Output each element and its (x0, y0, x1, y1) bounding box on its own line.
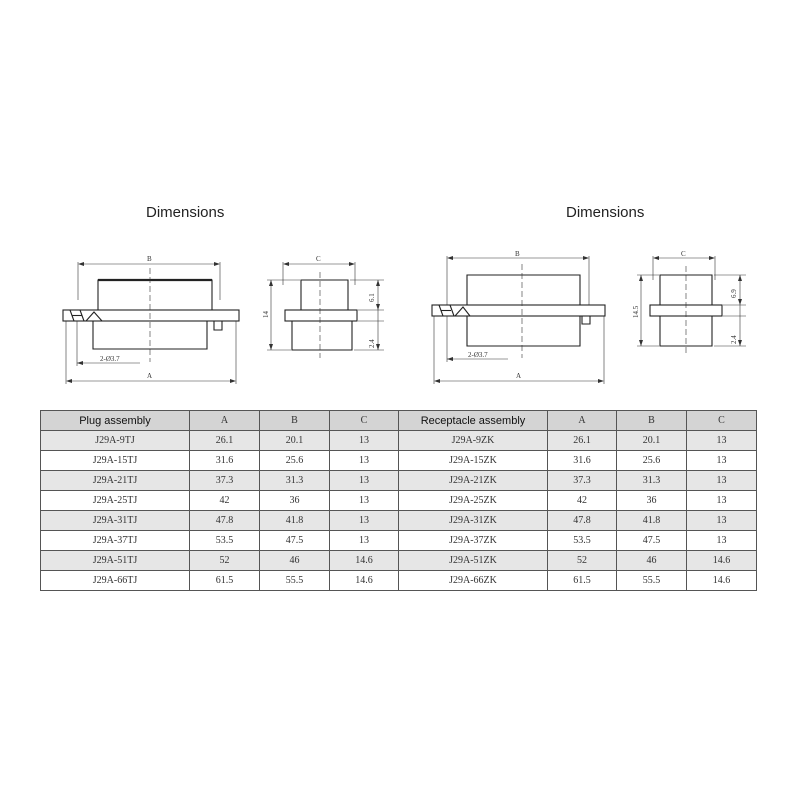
dimensions-heading-left: Dimensions (146, 204, 225, 221)
table-row (41, 571, 757, 591)
table-row (41, 451, 757, 471)
cell-plug-c: 14.6 (330, 551, 399, 571)
plug-flange-bottom-label: 2.4 (368, 339, 376, 348)
cell-plug-c: 13 (330, 511, 399, 531)
table-row (41, 431, 757, 451)
receptacle-dim-b-label: B (515, 250, 520, 258)
cell-plug-part: J29A-15TJ (41, 451, 190, 471)
header-receptacle-c: C (687, 411, 757, 431)
plug-flange-top-label: 6.1 (368, 293, 376, 302)
header-receptacle-assembly: Receptacle assembly (399, 411, 548, 431)
cell-plug-b: 41.8 (260, 511, 330, 531)
receptacle-flange-bottom-label: 2.4 (730, 335, 738, 344)
cell-receptacle-a: 53.5 (548, 531, 617, 551)
cell-receptacle-part: J29A-21ZK (399, 471, 548, 491)
cell-receptacle-c: 13 (687, 531, 757, 551)
cell-plug-b: 36 (260, 491, 330, 511)
cell-receptacle-part: J29A-31ZK (399, 511, 548, 531)
table-header-row (41, 411, 757, 431)
cell-plug-part: J29A-9TJ (41, 431, 190, 451)
cell-receptacle-b: 20.1 (617, 431, 687, 451)
cell-plug-c: 14.6 (330, 571, 399, 591)
cell-plug-a: 61.5 (190, 571, 260, 591)
cell-receptacle-part: J29A-66ZK (399, 571, 548, 591)
cell-receptacle-part: J29A-9ZK (399, 431, 548, 451)
header-plug-c: C (330, 411, 399, 431)
cell-plug-a: 53.5 (190, 531, 260, 551)
plug-height-label: 14 (262, 311, 270, 318)
cell-plug-a: 42 (190, 491, 260, 511)
cell-plug-a: 52 (190, 551, 260, 571)
cell-receptacle-part: J29A-25ZK (399, 491, 548, 511)
cell-plug-c: 13 (330, 531, 399, 551)
cell-receptacle-b: 36 (617, 491, 687, 511)
table-row (41, 551, 757, 571)
cell-receptacle-part: J29A-51ZK (399, 551, 548, 571)
cell-receptacle-b: 41.8 (617, 511, 687, 531)
cell-receptacle-a: 31.6 (548, 451, 617, 471)
cell-receptacle-c: 14.6 (687, 571, 757, 591)
cell-receptacle-c: 13 (687, 451, 757, 471)
cell-plug-a: 31.6 (190, 451, 260, 471)
cell-plug-b: 25.6 (260, 451, 330, 471)
header-plug-b: B (260, 411, 330, 431)
receptacle-flange-top-label: 6.9 (730, 289, 738, 298)
cell-receptacle-part: J29A-15ZK (399, 451, 548, 471)
cell-plug-part: J29A-51TJ (41, 551, 190, 571)
cell-plug-b: 46 (260, 551, 330, 571)
cell-receptacle-b: 46 (617, 551, 687, 571)
table-row (41, 491, 757, 511)
cell-receptacle-c: 13 (687, 511, 757, 531)
header-receptacle-a: A (548, 411, 617, 431)
receptacle-holes-label: 2-Ø3.7 (468, 351, 488, 359)
cell-receptacle-a: 52 (548, 551, 617, 571)
cell-plug-c: 13 (330, 451, 399, 471)
header-receptacle-b: B (617, 411, 687, 431)
cell-plug-b: 31.3 (260, 471, 330, 491)
table-row (41, 471, 757, 491)
dimensions-heading-right: Dimensions (566, 204, 645, 221)
cell-receptacle-a: 37.3 (548, 471, 617, 491)
receptacle-height-label: 14.5 (632, 305, 640, 318)
header-plug-assembly: Plug assembly (41, 411, 190, 431)
plug-profile-view (262, 255, 384, 358)
cell-receptacle-b: 31.3 (617, 471, 687, 491)
plug-side-view (63, 255, 239, 384)
cell-receptacle-c: 13 (687, 491, 757, 511)
plug-holes-label: 2-Ø3.7 (100, 355, 120, 363)
receptacle-side-view (432, 250, 605, 384)
cell-plug-part: J29A-37TJ (41, 531, 190, 551)
cell-receptacle-c: 13 (687, 431, 757, 451)
cell-plug-b: 20.1 (260, 431, 330, 451)
dimensions-table (40, 410, 757, 591)
cell-receptacle-a: 42 (548, 491, 617, 511)
cell-plug-part: J29A-66TJ (41, 571, 190, 591)
cell-receptacle-b: 47.5 (617, 531, 687, 551)
cell-receptacle-b: 25.6 (617, 451, 687, 471)
cell-receptacle-a: 61.5 (548, 571, 617, 591)
cell-receptacle-a: 47.8 (548, 511, 617, 531)
cell-receptacle-b: 55.5 (617, 571, 687, 591)
header-plug-a: A (190, 411, 260, 431)
plug-dim-b-label: B (147, 255, 152, 263)
cell-receptacle-a: 26.1 (548, 431, 617, 451)
plug-dim-a-label: A (147, 372, 153, 380)
plug-dim-c-label: C (316, 255, 321, 263)
cell-plug-part: J29A-21TJ (41, 471, 190, 491)
cell-plug-c: 13 (330, 471, 399, 491)
table-row (41, 511, 757, 531)
cell-plug-b: 47.5 (260, 531, 330, 551)
cell-plug-a: 26.1 (190, 431, 260, 451)
cell-plug-a: 47.8 (190, 511, 260, 531)
cell-receptacle-c: 13 (687, 471, 757, 491)
cell-receptacle-c: 14.6 (687, 551, 757, 571)
cell-plug-c: 13 (330, 431, 399, 451)
cell-plug-a: 37.3 (190, 471, 260, 491)
receptacle-profile-view (632, 250, 746, 355)
receptacle-dim-a-label: A (516, 372, 522, 380)
cell-plug-part: J29A-31TJ (41, 511, 190, 531)
table-row (41, 531, 757, 551)
cell-plug-b: 55.5 (260, 571, 330, 591)
cell-plug-c: 13 (330, 491, 399, 511)
cell-plug-part: J29A-25TJ (41, 491, 190, 511)
receptacle-dim-c-label: C (681, 250, 686, 258)
cell-receptacle-part: J29A-37ZK (399, 531, 548, 551)
